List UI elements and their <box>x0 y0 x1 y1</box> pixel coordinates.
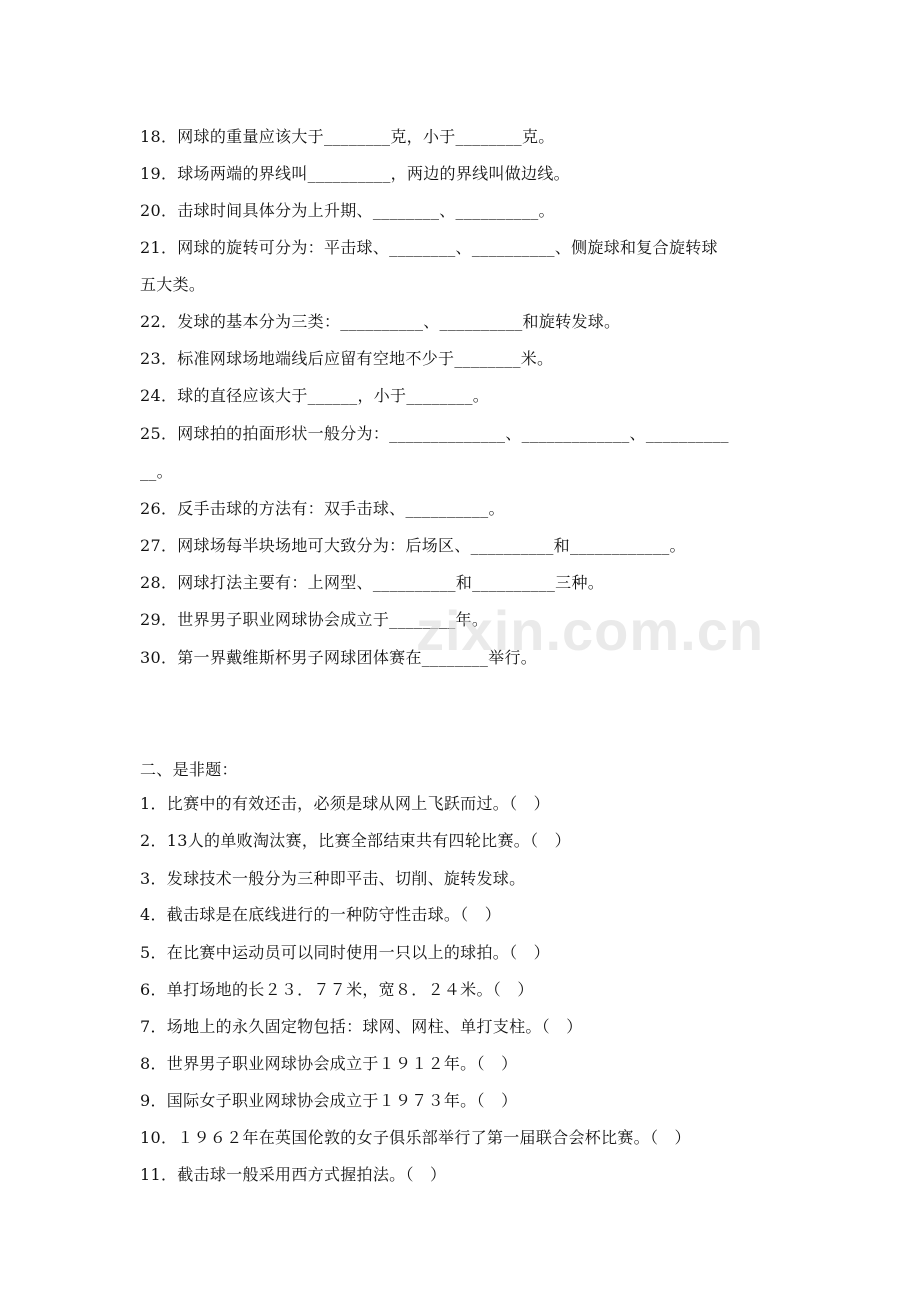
fill-in-question-25: 25．网球拍的拍面形状一般分为：______________、_____________、__________ <box>140 424 729 443</box>
true-false-question-2: 2．13人的单败淘汰赛，比赛全部结束共有四轮比赛。（ ） <box>140 831 571 850</box>
fill-in-question-27: 27．网球场每半块场地可大致分为：后场区、__________和____________。 <box>140 536 686 555</box>
true-false-question-8: 8．世界男子职业网球协会成立于１９１２年。（ ） <box>140 1054 518 1073</box>
fill-in-question-25-continued: __。 <box>140 462 173 481</box>
true-false-question-11: 11．截击球一般采用西方式握拍法。（ ） <box>140 1165 447 1184</box>
true-false-question-6: 6．单打场地的长２３．７７米，宽８．２４米。（ ） <box>140 980 534 999</box>
true-false-question-10: 10．１９６２年在英国伦敦的女子俱乐部举行了第一届联合会杯比赛。（ ） <box>140 1128 691 1147</box>
true-false-question-4: 4．截击球是在底线进行的一种防守性击球。（ ） <box>140 905 502 924</box>
true-false-question-7: 7．场地上的永久固定物包括：球网、网柱、单打支柱。（ ） <box>140 1017 583 1036</box>
fill-in-question-30: 30．第一界戴维斯杯男子网球团体赛在________举行。 <box>140 648 538 667</box>
fill-in-question-28: 28．网球打法主要有：上网型、__________和__________三种。 <box>140 573 605 592</box>
true-false-question-1: 1．比赛中的有效还击，必须是球从网上飞跃而过。（ ） <box>140 794 550 813</box>
fill-in-question-22: 22．发球的基本分为三类：__________、__________和旋转发球。 <box>140 312 621 331</box>
fill-in-question-18: 18．网球的重量应该大于________克，小于________克。 <box>140 127 555 146</box>
true-false-question-3: 3．发球技术一般分为三种即平击、切削、旋转发球。 <box>140 869 526 888</box>
fill-in-question-29: 29．世界男子职业网球协会成立于________年。 <box>140 610 489 629</box>
section-title-true-false: 二、是非题： <box>140 760 238 779</box>
fill-in-question-21-continued: 五大类。 <box>140 275 206 294</box>
fill-in-question-21: 21．网球的旋转可分为：平击球、________、__________、侧旋球和复合旋转球 <box>140 238 718 257</box>
fill-in-question-19: 19．球场两端的界线叫__________，两边的界线叫做边线。 <box>140 164 570 183</box>
watermark: zixin.com.cn <box>416 599 765 662</box>
fill-in-question-26: 26．反手击球的方法有：双手击球、__________。 <box>140 499 505 518</box>
fill-in-question-24: 24．球的直径应该大于______，小于________。 <box>140 386 490 405</box>
fill-in-question-20: 20．击球时间具体分为上升期、________、__________。 <box>140 201 555 220</box>
fill-in-question-23: 23．标准网球场地端线后应留有空地不少于________米。 <box>140 349 554 368</box>
true-false-question-9: 9．国际女子职业网球协会成立于１９７３年。（ ） <box>140 1091 518 1110</box>
true-false-question-5: 5．在比赛中运动员可以同时使用一只以上的球拍。（ ） <box>140 943 550 962</box>
